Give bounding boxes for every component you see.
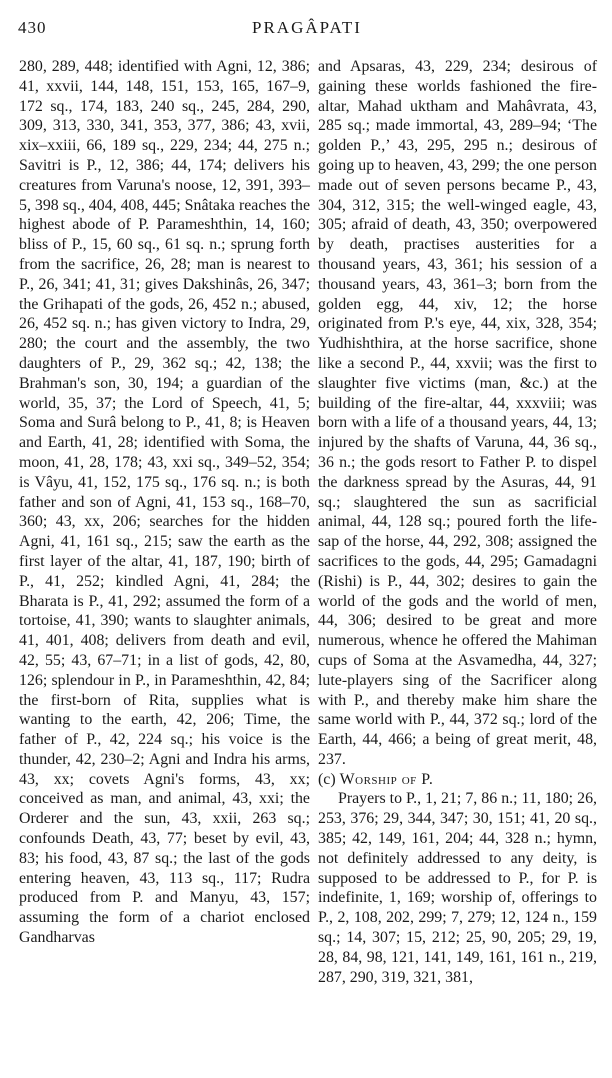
section-label: (c) (318, 770, 336, 788)
index-entry-text: 280, 289, 448; identified with Agni, 12, 386; 41, xxvii, 144, 148, 151, 153, 165, 167–9, 172 sq., 174, 183, 240 sq., 245, 284, 290, 309, 313, 330, 341, 353, 377, 386; 43, xvii, xix–xxiii, 66, 189 sq., 229, 234; 44, 275 n.; Savitri is P., 12, 386; 44, 174; delivers his creatures from Varuna's noose, 12, 391, 393–5, 398 sq., 404, 408, 445; Snâtaka reaches the highest abode of P. Parameshthin, 14, 160; bliss of P., 15, 60 sq., 61 sq. n.; sprung forth from the sacrifice, 26, 28; man is nearest to P., 26, 341; 41, 31; gives Dakshinâs, 26, 347; the Grihapati of the gods, 26, 452 n.; abused, 26, 452 sq. n.; has given victory to Indra, 29, 280; the court and the assembly, the two daughters of P., 29, 362 sq.; 42, 138; the Brahman's son, 30, 194; a guardian of the world, 35, 37; the Lord of Speech, 41, 5; Soma and Surâ belong to P., 41, 8; is Heaven and Earth, 41, 28; identified with Soma, the moon, 41, 28, 178; 43, xxi sq., 349–52, 354; is Vâyu, 41, 152, 175 sq., 176 sq. n.; is both father and son of Agni, 41, 153 sq., 168–70, 360; 43, xx, 206; searches for the hidden Agni, 41, 161 sq., 215; saw the earth as the first layer of the altar, 41, 187, 190; birth of P., 41, 252; kindled Agni, 41, 284; the Bharata is P., 41, 292; assumed the form of a tortoise, 41, 390; wants to slaughter animals, 41, 401, 408; delivers from death and evil, 42, 55; 43, 67–71; in a list of gods, 42, 80, 126; splendour in P., in Parameshthin, 42, 84; the first-born of Rita, supplies what is wanting to the earth, 42, 206; Time, the father of P., 42, 224 sq.; his voice is the thunder, 42, 230–2; Agni and Indra his arms, 43, xx; covets Agni's forms, 43, xx; conceived as man, and animal, 43, xxi; the Orderer and the sun, 43, xxii, 263 sq.; confounds Death, 43, 77; beset by evil, 43, 83; his food, 43, 87 sq.; the last of the gods entering heaven, 43, 113 sq., 117; Rudra produced from P. and Manyu, 43, 157; assuming the form of a chariot enclosed Gandharvas (19, 58, 310, 947)
page-number: 430 (18, 18, 47, 37)
section-text: Prayers to P., 1, 21; 7, 86 n.; 11, 180; 26, 253, 376; 29, 344, 347; 30, 151; 41, 20 sq., 385; 42, 149, 161, 204; 44, 328 n.; hymn, not definitely addressed to any deity, is supposed to be addressed to P., for P. is indefinite, 1, 169; worship of, offerings to P., 2, 108, 202, 299; 7, 279; 12, 124 n., 159 sq.; 14, 307; 15, 212; 25, 90, 205; 29, 19, 28, 84, 98, 121, 141, 149, 161, 161 n., 219, 287, 290, 319, 321, 381, (318, 790, 597, 986)
left-column (19, 57, 310, 948)
section-title: Worship of P. (339, 770, 434, 788)
page-header (18, 18, 596, 40)
right-column (318, 57, 597, 987)
section-heading (318, 770, 597, 790)
running-title: PRAGÂPATI (252, 18, 362, 37)
index-entry-continuation: and Apsaras, 43, 229, 234; desirous of gaining these worlds fashioned the fire-altar, Mahad uktham and Mahâvrata, 43, 285 sq.; made immortal, 43, 289–94; ‘The golden P.,’ 43, 295, 295 n.; desirous of going up to heaven, 43, 299; the one person made out of seven persons became P., 43, 304, 312, 315; the well-winged eagle, 43, 305; afraid of death, 43, 350; overpowered by death, practises austerities for a thousand years, 43, 361; his session of a thousand years, 43, 361–3; born from the golden egg, 44, xiv, 12; the horse originated from P.'s eye, 44, xix, 328, 354; Yudhishthira, at the horse sacrifice, shone like a second P., 44, xxvii; was the first to slaughter five victims (man, &c.) at the building of the fire-altar, 44, xxxviii; was born with a life of a thousand years, 44, 13; injured by the shafts of Varuna, 44, 36 sq., 36 n.; the gods resort to Father P. to dispel the darkness spread by the Asuras, 44, 91 sq.; slaughtered the sun as sacrificial animal, 44, 128 sq.; poured forth the life-sap of the horse, 44, 292, 308; assigned the sacrifices to the gods, 44, 295; Gamadagni (Rishi) is P., 44, 302; desires to gain the world of the gods and the world of men, 44, 306; desired to be great and more numerous, whence he offered the Mahiman cups of Soma at the Asvamedha, 44, 327; lute-players sing of the Sacrificer along with P., and thereby make him share the same world with P., 44, 372 sq.; lord of the Earth, 44, 466; a being of great merit, 48, 237. (318, 58, 597, 768)
